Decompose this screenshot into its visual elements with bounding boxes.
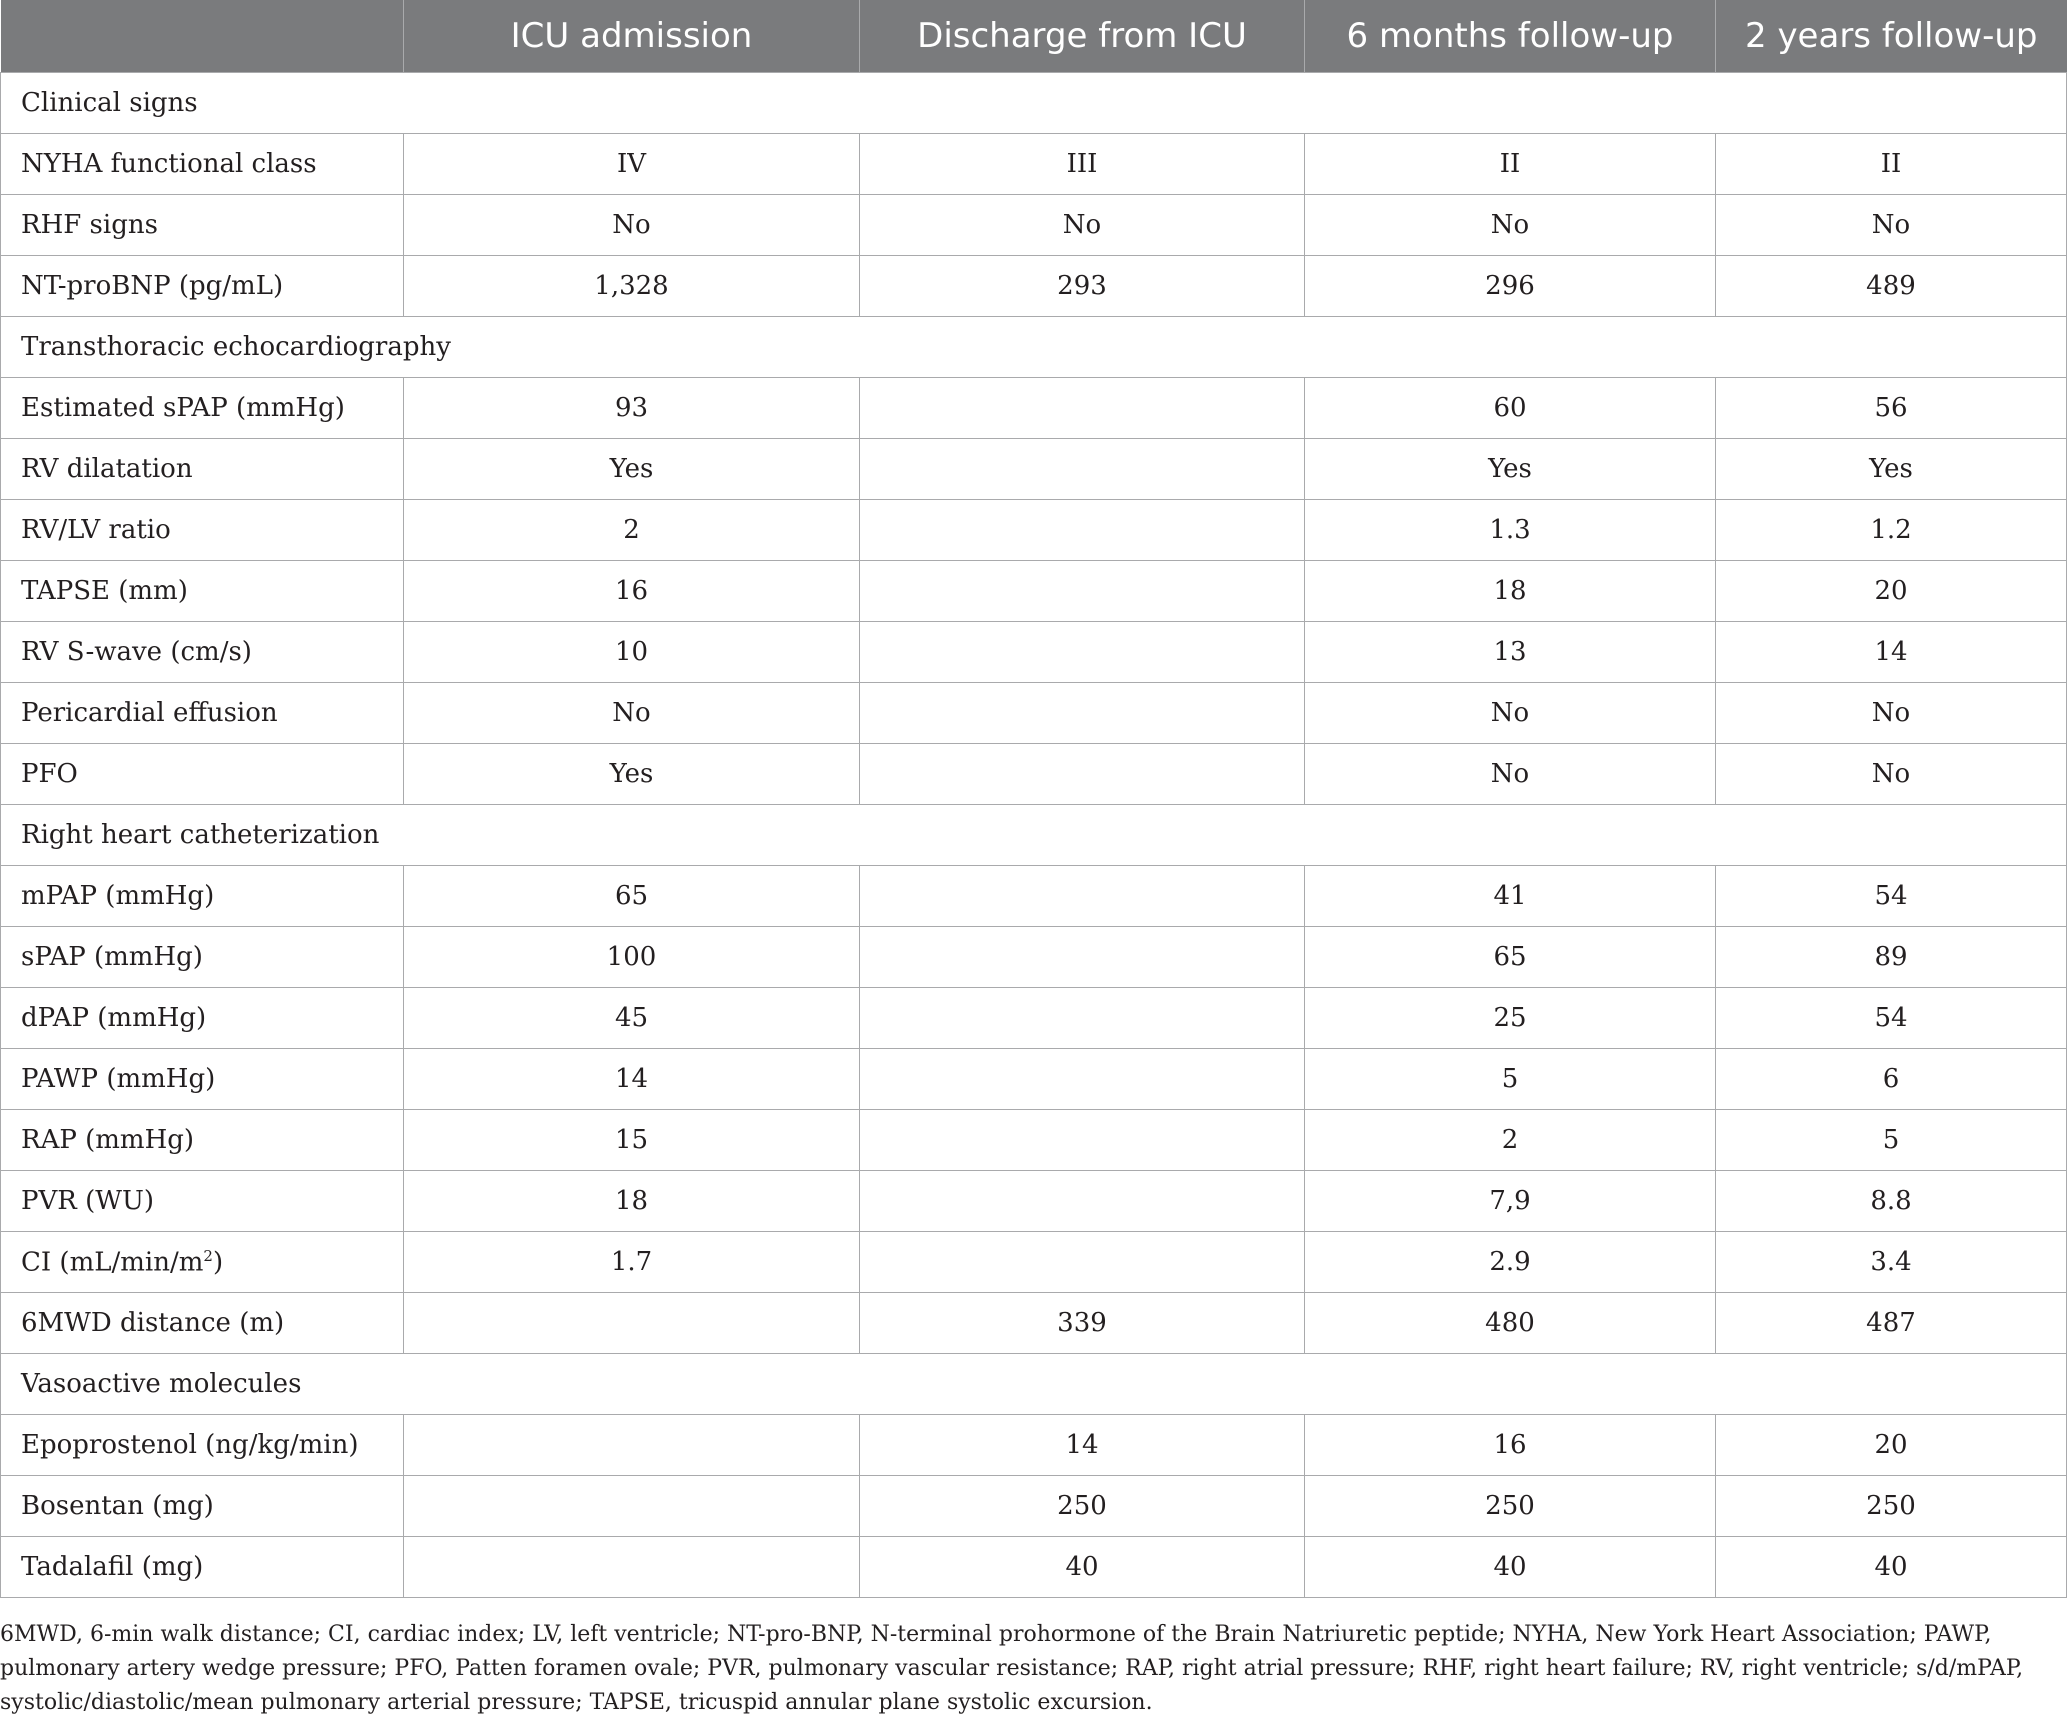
table-cell: 10 (404, 622, 860, 683)
row-label-text: RV/LV ratio (21, 515, 171, 545)
table-cell: 7,9 (1305, 1171, 1716, 1232)
table-row (1, 1171, 2067, 1232)
table-row (1, 378, 2067, 439)
table-cell (860, 1232, 1305, 1293)
row-label-text: Pericardial effusion (21, 698, 278, 728)
table-cell: Yes (404, 744, 860, 805)
table-row (1, 1110, 2067, 1171)
table-cell: 3.4 (1716, 1232, 2067, 1293)
table-row (1, 866, 2067, 927)
table-cell: 2.9 (1305, 1232, 1716, 1293)
table-cell (860, 378, 1305, 439)
table-cell: 1.2 (1716, 500, 2067, 561)
table-cell: No (1716, 744, 2067, 805)
table-cell: 54 (1716, 866, 2067, 927)
row-label-text: Estimated sPAP (mmHg) (21, 393, 345, 423)
row-label (1, 1537, 404, 1598)
table-cell: 14 (1716, 622, 2067, 683)
row-label-text: RHF signs (21, 210, 158, 240)
row-label-text: PAWP (mmHg) (21, 1064, 216, 1094)
table-row (1, 927, 2067, 988)
table-cell: 18 (1305, 561, 1716, 622)
row-label (1, 1415, 404, 1476)
row-label-text: 6MWD distance (m) (21, 1308, 285, 1338)
table-row (1, 744, 2067, 805)
table-cell: 20 (1716, 561, 2067, 622)
table-cell: 65 (1305, 927, 1716, 988)
row-label (1, 1232, 404, 1293)
table-cell: 8.8 (1716, 1171, 2067, 1232)
table-cell: 5 (1716, 1110, 2067, 1171)
header-row (1, 0, 2067, 73)
table-cell: 41 (1305, 866, 1716, 927)
table-cell: No (1305, 195, 1716, 256)
table-cell: No (1305, 683, 1716, 744)
table-cell: 2 (1305, 1110, 1716, 1171)
row-label-tail: ) (212, 1247, 224, 1278)
table-cell (404, 1476, 860, 1537)
row-label (1, 1171, 404, 1232)
table-cell: Yes (1716, 439, 2067, 500)
table-cell: 60 (1305, 378, 1716, 439)
table-cell: 16 (404, 561, 860, 622)
table-cell: 480 (1305, 1293, 1716, 1354)
table-cell: 14 (860, 1415, 1305, 1476)
table-cell: II (1305, 134, 1716, 195)
row-label-text: RAP (mmHg) (21, 1125, 195, 1155)
row-label-text: RV S-wave (cm/s) (21, 637, 252, 667)
row-label-text: mPAP (mmHg) (21, 881, 215, 911)
table-cell: III (860, 134, 1305, 195)
table-cell (404, 1293, 860, 1354)
row-label (1, 439, 404, 500)
table-cell: 100 (404, 927, 860, 988)
row-label (1, 1049, 404, 1110)
section-row (1, 317, 2067, 378)
table-cell: No (404, 195, 860, 256)
row-label (1, 1476, 404, 1537)
row-label (1, 195, 404, 256)
table-row (1, 1293, 2067, 1354)
table-cell: 13 (1305, 622, 1716, 683)
table-cell: 16 (1305, 1415, 1716, 1476)
table-cell: 25 (1305, 988, 1716, 1049)
header-icu-admission: ICU admission (404, 0, 860, 73)
table-cell: 54 (1716, 988, 2067, 1049)
table-cell: No (1305, 744, 1716, 805)
row-label (1, 988, 404, 1049)
section-title: Clinical signs (1, 73, 2067, 134)
table-cell (860, 1171, 1305, 1232)
table-cell (860, 500, 1305, 561)
table-cell: Yes (1305, 439, 1716, 500)
table-cell: 250 (860, 1476, 1305, 1537)
table-cell: 40 (1305, 1537, 1716, 1598)
table-cell: IV (404, 134, 860, 195)
row-label-text: sPAP (mmHg) (21, 942, 203, 972)
table-cell (860, 988, 1305, 1049)
table-cell: 296 (1305, 256, 1716, 317)
row-label-text: CI (mL/min/m (21, 1247, 204, 1278)
table-cell: 40 (1716, 1537, 2067, 1598)
section-row (1, 805, 2067, 866)
table-cell: Yes (404, 439, 860, 500)
row-label (1, 622, 404, 683)
section-title: Right heart catheterization (1, 805, 2067, 866)
table-row (1, 134, 2067, 195)
table-row (1, 1049, 2067, 1110)
table-cell: 487 (1716, 1293, 2067, 1354)
table-row (1, 500, 2067, 561)
table-cell: 89 (1716, 927, 2067, 988)
row-label-text: Tadalafil (mg) (21, 1552, 204, 1582)
table-cell (860, 927, 1305, 988)
table-row (1, 988, 2067, 1049)
table-cell: 20 (1716, 1415, 2067, 1476)
table-cell (860, 744, 1305, 805)
section-row (1, 1354, 2067, 1415)
table-cell (860, 561, 1305, 622)
header-6-months-follow-up: 6 months follow-up (1305, 0, 1716, 73)
table-row (1, 1232, 2067, 1293)
table-row (1, 256, 2067, 317)
row-label (1, 683, 404, 744)
row-label (1, 927, 404, 988)
table-cell (860, 1049, 1305, 1110)
table-cell: No (404, 683, 860, 744)
header-2-years-follow-up: 2 years follow-up (1716, 0, 2067, 73)
table-cell: 15 (404, 1110, 860, 1171)
table-row (1, 1537, 2067, 1598)
row-label (1, 1110, 404, 1171)
row-label-text: NYHA functional class (21, 149, 317, 179)
row-label (1, 744, 404, 805)
table-cell: No (860, 195, 1305, 256)
table-cell: 93 (404, 378, 860, 439)
row-label-text: Epoprostenol (ng/kg/min) (21, 1430, 359, 1460)
table-cell: No (1716, 683, 2067, 744)
table-cell (860, 1110, 1305, 1171)
table-cell: 45 (404, 988, 860, 1049)
table-row (1, 439, 2067, 500)
table-row (1, 1476, 2067, 1537)
row-label-text: dPAP (mmHg) (21, 1003, 207, 1033)
table-row (1, 683, 2067, 744)
section-row (1, 73, 2067, 134)
row-label-text: PFO (21, 759, 78, 789)
row-label (1, 561, 404, 622)
table-cell: 250 (1716, 1476, 2067, 1537)
table-cell: 6 (1716, 1049, 2067, 1110)
row-label-text: RV dilatation (21, 454, 193, 484)
table-cell: 2 (404, 500, 860, 561)
table-cell (860, 622, 1305, 683)
row-label-text: TAPSE (mm) (21, 576, 188, 606)
table-cell: II (1716, 134, 2067, 195)
table-cell: 14 (404, 1049, 860, 1110)
table-row (1, 1415, 2067, 1476)
row-label-text: NT-proBNP (pg/mL) (21, 271, 284, 301)
table-cell: 1.3 (1305, 500, 1716, 561)
header-cell-blank (1, 0, 404, 73)
table-cell: No (1716, 195, 2067, 256)
row-label (1, 378, 404, 439)
row-label-text: PVR (WU) (21, 1186, 155, 1216)
table-cell: 5 (1305, 1049, 1716, 1110)
table-cell (404, 1415, 860, 1476)
table-row (1, 622, 2067, 683)
row-label (1, 500, 404, 561)
table-cell: 1,328 (404, 256, 860, 317)
row-label (1, 256, 404, 317)
row-label-text: Bosentan (mg) (21, 1491, 214, 1521)
table-cell (860, 866, 1305, 927)
table-body (1, 73, 2067, 1598)
section-title: Transthoracic echocardiography (1, 317, 2067, 378)
table-cell: 339 (860, 1293, 1305, 1354)
header-discharge-from-icu: Discharge from ICU (860, 0, 1305, 73)
table-cell: 489 (1716, 256, 2067, 317)
table-cell: 293 (860, 256, 1305, 317)
table-cell: 65 (404, 866, 860, 927)
table-cell: 56 (1716, 378, 2067, 439)
table-cell (404, 1537, 860, 1598)
table-cell: 1.7 (404, 1232, 860, 1293)
table-cell: 40 (860, 1537, 1305, 1598)
row-label (1, 134, 404, 195)
row-label-superscript: 2 (203, 1246, 213, 1265)
row-label (1, 1293, 404, 1354)
table-cell: 18 (404, 1171, 860, 1232)
table-cell (860, 439, 1305, 500)
section-title: Vasoactive molecules (1, 1354, 2067, 1415)
table-cell: 250 (1305, 1476, 1716, 1537)
table-row (1, 561, 2067, 622)
table-cell (860, 683, 1305, 744)
table-footnote: 6MWD, 6-min walk distance; CI, cardiac index; LV, left ventricle; NT-pro-BNP, N-terminal prohormone of the Brain Natriuretic peptide; NYHA, New York Heart Association; PAWP, pulmonary artery wedge pressure; PFO, Patten foramen ovale; PVR, pulmonary vascular resistance; RAP, right atrial pressure; RHF, right heart failure; RV, right ventricle; s/d/mPAP, systolic/diastolic/mean pulmonary arterial pressure; TAPSE, tricuspid annular plane systolic excursion. (0, 1622, 2024, 1715)
row-label (1, 866, 404, 927)
table-row (1, 195, 2067, 256)
